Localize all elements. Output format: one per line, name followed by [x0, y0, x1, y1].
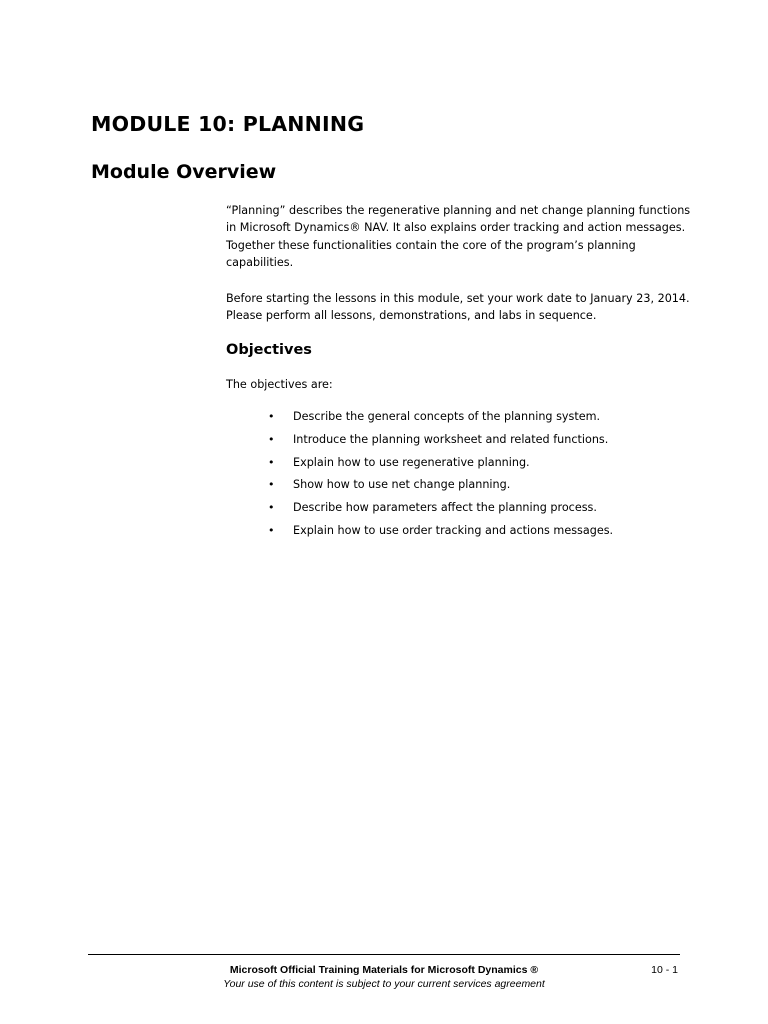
paragraph-line: “Planning” describes the regenerative planning and net change planning functions [226, 204, 691, 217]
bullet-icon: • [268, 432, 275, 446]
objective-item [268, 431, 613, 454]
objectives-heading: Objectives [226, 342, 312, 358]
paragraph-line: in Microsoft Dynamics® NAV. It also explains order tracking and action messages. [226, 221, 686, 235]
objective-item [268, 522, 613, 545]
objective-item [268, 454, 613, 477]
objective-item [268, 408, 613, 431]
objective-text: Explain how to use regenerative planning. [293, 455, 530, 469]
work-date-paragraph [226, 290, 696, 325]
footer-copyright: Microsoft Official Training Materials for Microsoft Dynamics ® [229, 964, 539, 976]
objective-item [268, 476, 613, 499]
section-title: Module Overview [91, 161, 277, 183]
paragraph-line: Please perform all lessons, demonstrations, and labs in sequence. [226, 309, 597, 323]
objective-item [268, 499, 613, 522]
bullet-icon: • [268, 523, 275, 537]
bullet-icon: • [268, 478, 275, 492]
bullet-icon: • [268, 410, 275, 423]
objective-text: Show how to use net change planning. [293, 478, 511, 492]
paragraph-line: capabilities. [226, 256, 294, 270]
objective-text: Explain how to use order tracking and actions messages. [293, 523, 614, 537]
page-number: 10 - 1 [651, 964, 678, 976]
footer-divider [88, 954, 680, 955]
paragraph-line: Before starting the lessons in this module, set your work date to January 23, 2014. [226, 292, 690, 305]
bullet-icon: • [268, 455, 275, 469]
footer-agreement-notice: Your use of this content is subject to your current services agreement [223, 978, 545, 990]
objective-text: Describe how parameters affect the planning process. [293, 501, 597, 515]
objectives-list [268, 408, 613, 545]
paragraph-line: Together these functionalities contain the core of the program’s planning [226, 238, 636, 252]
bullet-icon: • [268, 501, 275, 515]
objective-text: Describe the general concepts of the planning system. [293, 410, 601, 423]
objective-text: Introduce the planning worksheet and related functions. [293, 432, 609, 446]
objectives-intro: The objectives are: [226, 378, 333, 391]
module-title: MODULE 10: PLANNING [91, 112, 365, 136]
intro-paragraph [226, 202, 696, 272]
